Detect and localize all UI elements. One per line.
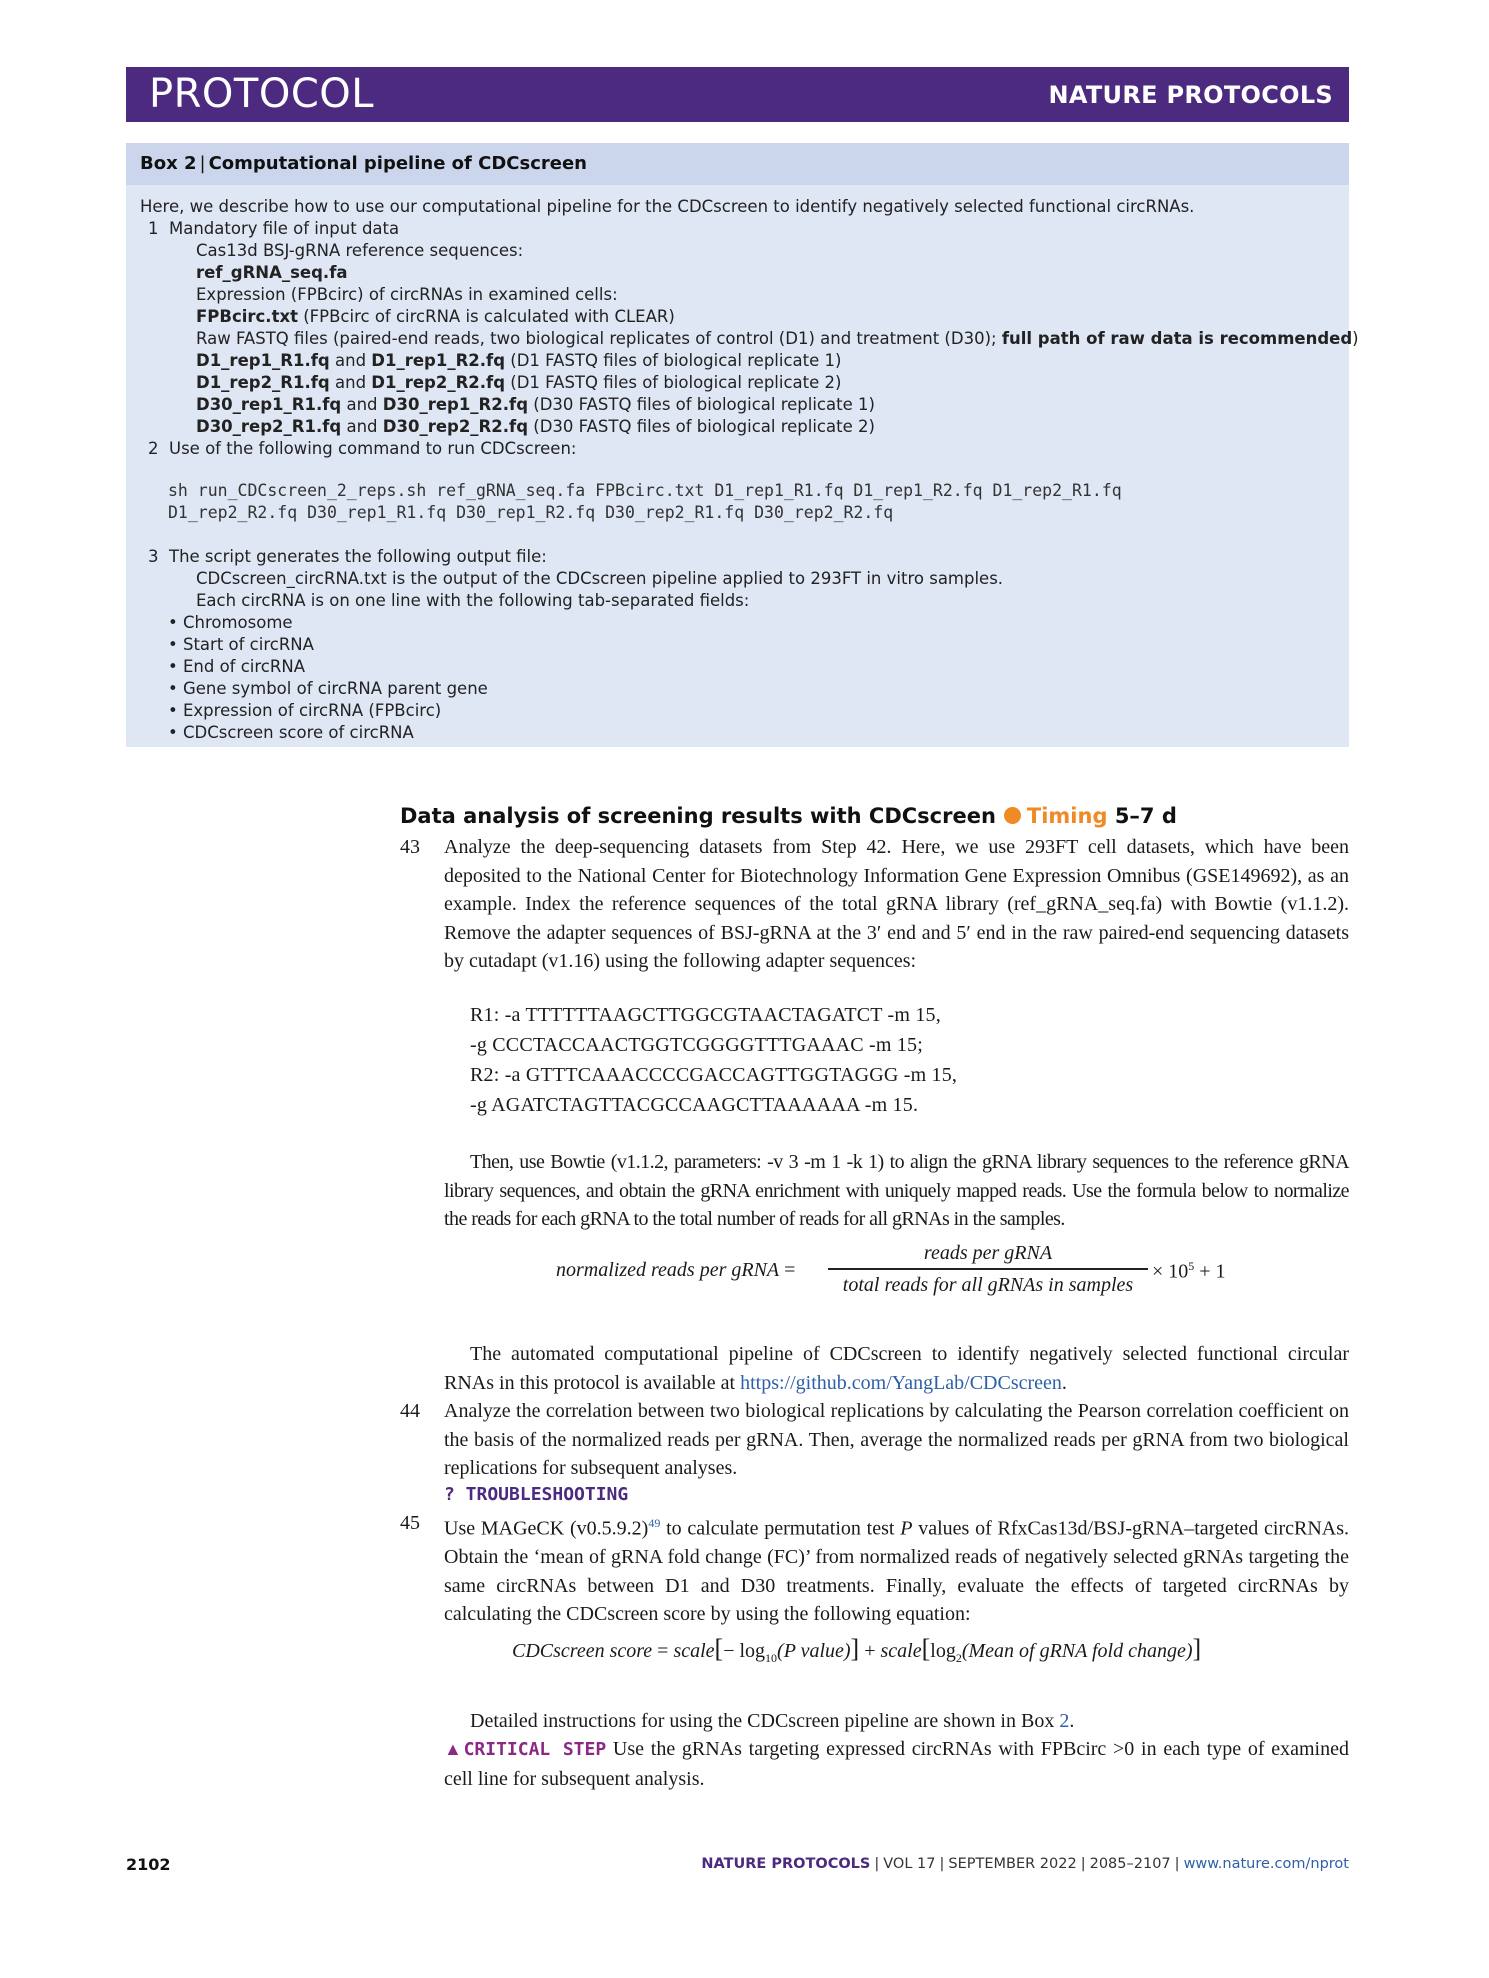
period: .	[1069, 1710, 1075, 1732]
critical-triangle-icon: ▲	[444, 1739, 464, 1759]
p-value-term: (P value)	[777, 1640, 851, 1662]
fastq-line	[196, 351, 841, 370]
page-number: 2102	[126, 1855, 171, 1874]
command-line-2: D1_rep2_R2.fq D30_rep1_R1.fq D30_rep1_R2.fq D30_rep2_R1.fq D30_rep2_R2.fq	[168, 503, 894, 522]
formula-equals: =	[652, 1640, 674, 1662]
step-45-text	[444, 1509, 1349, 1629]
footer-journal: NATURE PROTOCOLS	[701, 1856, 871, 1872]
bracket-close: ]	[850, 1634, 860, 1663]
formula-scale	[1152, 1259, 1226, 1284]
formula-plus: +	[859, 1640, 881, 1662]
log: log	[930, 1640, 956, 1662]
field-list-item	[168, 679, 488, 698]
bullet: •	[168, 613, 178, 632]
footer-pages: 2085–2107	[1089, 1856, 1171, 1872]
reference-link[interactable]: 49	[648, 1516, 661, 1530]
detail-line	[470, 1710, 1074, 1733]
journal-name: NATURE PROTOCOLS	[1048, 81, 1333, 109]
and-word: and	[341, 417, 383, 436]
field-text: Start of circRNA	[182, 635, 314, 654]
box-separator: |	[199, 153, 206, 174]
box-item-1	[148, 219, 399, 238]
critical-label: CRITICAL STEP	[463, 1739, 607, 1760]
step-45-mid: to calculate permutation test	[660, 1517, 901, 1540]
box-title-bar	[126, 143, 1349, 185]
detail-text: Detailed instructions for using the CDCscreen pipeline are shown in Box	[470, 1710, 1060, 1732]
step-number: 45	[400, 1512, 420, 1534]
troubleshooting-link[interactable]: ? TROUBLESHOOTING	[444, 1484, 629, 1505]
field-list-item	[168, 613, 293, 632]
step-45-post: values of RfxCas13d/BSJ-gRNA–targeted circRNAs. Obtain the ‘mean of gRNA fold change (FC)’ from normalized reads of negatively selected gRNAs targeting the same circRNAs between D1 and D30 treatments. Finally, evaluate the effects of targeted circRNAs by calculating the CDCscreen score by using the following equation:	[444, 1517, 1350, 1626]
formula-lhs: CDCscreen score	[512, 1640, 653, 1662]
minus-log: − log	[723, 1640, 766, 1662]
field-text: Expression of circRNA (FPBcirc)	[182, 701, 442, 720]
fastq-line	[196, 373, 841, 392]
formula-normalized-reads	[556, 1259, 795, 1282]
timing-value: 5–7 d	[1114, 804, 1177, 828]
bullet: •	[168, 679, 178, 698]
raw-close: )	[1352, 329, 1359, 348]
pipeline-text: The automated computational pipeline of CDCscreen to identify negatively selected functional circular RNAs in this protocol is available at	[444, 1343, 1349, 1394]
box-item-3	[148, 547, 547, 566]
item-number: 2	[148, 439, 159, 458]
box-title-text: Computational pipeline of CDCscreen	[208, 153, 587, 174]
ref-file: ref_gRNA_seq.fa	[196, 263, 348, 282]
fastq-note: (D1 FASTQ files of biological replicate 2)	[505, 373, 842, 392]
and-word: and	[329, 373, 372, 392]
fastq-line	[196, 395, 875, 414]
fpb-desc: Expression (FPBcirc) of circRNAs in examined cells:	[196, 285, 618, 304]
field-text: End of circRNA	[182, 657, 305, 676]
bowtie-paragraph: Then, use Bowtie (v1.1.2, parameters: -v 3 -m 1 -k 1) to align the gRNA library sequences to the reference gRNA library sequences, and obtain the gRNA enrichment with uniquely mapped reads. Use the formula below to normalize the reads for each gRNA to the total number of reads for all gRNAs in the samples.	[444, 1151, 1349, 1230]
fastq-file: D1_rep2_R2.fq	[371, 373, 506, 392]
fastq-file: D1_rep1_R2.fq	[371, 351, 506, 370]
bullet: •	[168, 701, 178, 720]
footer-date: SEPTEMBER 2022	[948, 1856, 1077, 1872]
formula-times: × 10	[1152, 1260, 1189, 1283]
fastq-file: D30_rep2_R1.fq	[196, 417, 342, 436]
adapter-seq: -g CCCTACCAACTGGTCGGGGTTTGAAAC -m 15;	[470, 1034, 924, 1056]
bracket-close: ]	[1192, 1634, 1202, 1663]
section-heading	[400, 804, 1177, 828]
box-2	[126, 143, 1359, 747]
output-desc-1: CDCscreen_circRNA.txt is the output of the CDCscreen pipeline applied to 293FT in vitro samples.	[196, 569, 1004, 588]
raw-desc: Raw FASTQ files (paired-end reads, two biological replicates of control (D1) and treatment (D30);	[196, 329, 1002, 348]
raw-bold: full path of raw data is recommended	[1001, 329, 1353, 348]
adapter-seq: -g AGATCTAGTTACGCCAAGCTTAAAAAA -m 15.	[470, 1094, 919, 1116]
formula-lhs: normalized reads per gRNA	[556, 1259, 780, 1281]
formula-exponent: 5	[1188, 1259, 1195, 1273]
item-number: 3	[148, 547, 159, 566]
field-text: CDCscreen score of circRNA	[182, 723, 414, 742]
bullet: •	[168, 657, 178, 676]
fpb-file: FPBcirc.txt	[196, 307, 298, 326]
formula-equals: =	[779, 1259, 796, 1281]
step-number: 44	[400, 1400, 420, 1422]
scale-fn: scale	[880, 1640, 922, 1662]
timing-label: Timing	[1026, 804, 1108, 828]
period: .	[1061, 1371, 1067, 1394]
section-title: Data analysis of screening results with CDCscreen	[400, 804, 996, 828]
formula-fraction	[828, 1242, 1148, 1297]
github-link[interactable]: https://github.com/YangLab/CDCscreen	[740, 1371, 1062, 1394]
bracket-open: [	[921, 1634, 931, 1663]
fraction-denominator: total reads for all gRNAs in samples	[842, 1273, 1134, 1296]
journal-header-bar	[126, 67, 1349, 122]
box-intro: Here, we describe how to use our computational pipeline for the CDCscreen to identify negatively selected functional circRNAs.	[140, 197, 1195, 216]
p-symbol: P	[900, 1517, 913, 1540]
field-list-item	[168, 657, 305, 676]
box-title	[140, 153, 587, 174]
fastq-note: (D30 FASTQ files of biological replicate 1)	[528, 395, 875, 414]
protocol-label: PROTOCOL	[149, 71, 375, 117]
fpb-line	[196, 307, 675, 326]
item-title: The script generates the following output file:	[169, 547, 547, 566]
step-44-text: Analyze the correlation between two biological replications by calculating the Pearson correlation coefficient on the basis of the normalized reads per gRNA. Then, average the normalized reads per gRNA from two biological replications for subsequent analyses.	[444, 1400, 1349, 1479]
box-item-2	[148, 439, 576, 458]
item-number: 1	[148, 219, 159, 238]
fastq-file: D30_rep1_R1.fq	[196, 395, 342, 414]
fastq-file: D30_rep2_R2.fq	[382, 417, 529, 436]
field-list-item	[168, 635, 314, 654]
fraction-numerator: reads per gRNA	[923, 1242, 1053, 1264]
footer-sep: |	[1080, 1856, 1086, 1872]
bullet: •	[168, 723, 178, 742]
field-text: Chromosome	[182, 613, 293, 632]
step-43-text: Analyze the deep-sequencing datasets from Step 42. Here, we use 293FT cell datasets, which have been deposited to the National Center for Biotechnology Information Gene Expression Omnibus (GSE149692), as an example. Index the reference sequences of the total gRNA library (ref_gRNA_seq.fa) with Bowtie (v1.1.2). Remove the adapter sequences of BSJ-gRNA at the 3′ end and 5′ end in the raw paired-end sequencing datasets by cutadapt (v1.16) using the following adapter sequences:	[444, 836, 1349, 972]
ref-desc: Cas13d BSJ-gRNA reference sequences:	[196, 241, 524, 260]
item-title: Mandatory file of input data	[169, 219, 400, 238]
footer-sep: |	[939, 1856, 945, 1872]
footer-volume: VOL 17	[883, 1856, 936, 1872]
box-label: Box 2	[140, 153, 197, 174]
footer-url[interactable]: www.nature.com/nprot	[1183, 1856, 1349, 1872]
footer-sep: |	[1174, 1856, 1180, 1872]
scale-fn: scale	[673, 1640, 715, 1662]
field-list-item	[168, 723, 414, 742]
footer-sep: |	[874, 1856, 880, 1872]
and-word: and	[341, 395, 383, 414]
fastq-file: D1_rep2_R1.fq	[196, 373, 330, 392]
critical-text: Use the gRNAs targeting expressed circRNAs with FPBcirc >0 in each type of examined cell line for subsequent analysis.	[444, 1738, 1349, 1790]
formula-cdcscreen-score	[512, 1634, 1201, 1666]
fastq-line	[196, 417, 875, 436]
output-desc-2: Each circRNA is on one line with the following tab-separated fields:	[196, 591, 750, 610]
adapter-seq: R2: -a GTTTCAAACCCCGACCAGTTGGTAGGG -m 15,	[470, 1064, 958, 1086]
timing-clock-icon	[1004, 807, 1021, 824]
bracket-open: [	[714, 1634, 724, 1663]
fastq-file: D30_rep1_R2.fq	[382, 395, 529, 414]
step-45-pre: Use MAGeCK (v0.5.9.2)	[444, 1517, 649, 1540]
command-line-1: sh run_CDCscreen_2_reps.sh ref_gRNA_seq.fa FPBcirc.txt D1_rep1_R1.fq D1_rep1_R2.fq D1_rep2_R1.fq	[168, 481, 1122, 500]
critical-step	[444, 1735, 1349, 1793]
item-title: Use of the following command to run CDCscreen:	[169, 439, 577, 458]
adapter-seq: R1: -a TTTTTTAAGCTTGGCGTAACTAGATCT -m 15,	[470, 1004, 941, 1026]
formula-plus: + 1	[1194, 1260, 1226, 1283]
page-footer	[701, 1856, 1349, 1872]
log-base: 2	[955, 1651, 962, 1665]
fpb-note: (FPBcirc of circRNA is calculated with CLEAR)	[297, 307, 675, 326]
log-base: 10	[765, 1651, 778, 1665]
field-list-item	[168, 701, 441, 720]
mean-fc-term: (Mean of gRNA fold change)	[961, 1640, 1193, 1662]
step-number: 43	[400, 836, 420, 858]
bullet: •	[168, 635, 178, 654]
and-word: and	[329, 351, 372, 370]
fastq-note: (D30 FASTQ files of biological replicate 2)	[528, 417, 875, 436]
fastq-note: (D1 FASTQ files of biological replicate 1)	[505, 351, 842, 370]
raw-desc-line	[196, 329, 1359, 348]
fastq-file: D1_rep1_R1.fq	[196, 351, 330, 370]
pipeline-paragraph	[444, 1340, 1349, 1397]
field-text: Gene symbol of circRNA parent gene	[182, 679, 488, 698]
box-link[interactable]: 2	[1059, 1710, 1070, 1732]
fraction-bar	[828, 1268, 1148, 1270]
